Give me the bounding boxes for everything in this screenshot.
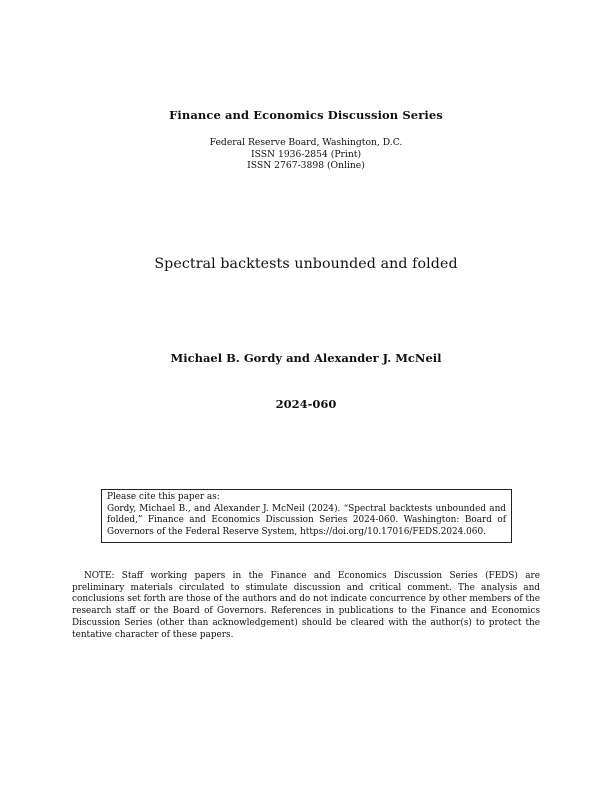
publication-info xyxy=(0,137,612,172)
issn-online-line: ISSN 2767-3898 (Online) xyxy=(247,160,365,172)
institution-line: Federal Reserve Board, Washington, D.C. xyxy=(209,137,403,148)
disclaimer-note: NOTE: Staff working papers in the Finance and Economics Discussion Series (FEDS) are preliminary materials circulated to stimulate discussion and critical comment. The analysis and conclusions set forth are those of the authors and do not indicate concurrence by other members of the research staff or the Board of Governors. References in publications to the Finance and Economics Discussion Series (other than acknowledgement) should be cleared with the author(s) to protect the tentative character of these papers. xyxy=(72,571,540,640)
citation-box xyxy=(101,489,512,543)
series-title: Finance and Economics Discussion Series xyxy=(169,108,443,122)
paper-number: 2024-060 xyxy=(275,397,337,411)
issn-print-line: ISSN 1936-2854 (Print) xyxy=(250,148,362,160)
citation-text: Gordy, Michael B., and Alexander J. McNeil (2024). “Spectral backtests unbounded and folded,” Finance and Economics Discussion Series 2024-060. Washington: Board of Governors of the Federal Reserve System, https://doi.org/10.17016/FEDS.2024.060. xyxy=(107,503,506,538)
paper-authors: Michael B. Gordy and Alexander J. McNeil xyxy=(170,351,442,365)
paper-title: Spectral backtests unbounded and folded xyxy=(154,256,458,272)
citation-intro: Please cite this paper as: xyxy=(107,492,220,502)
